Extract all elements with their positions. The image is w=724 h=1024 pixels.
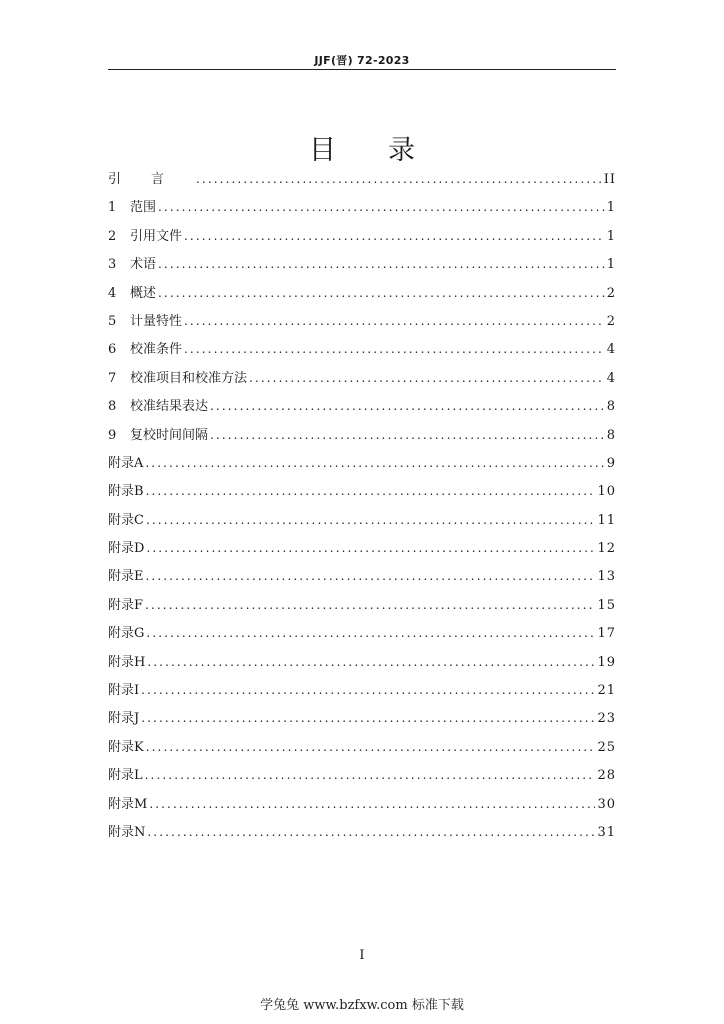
toc-dot-leader	[146, 567, 596, 585]
toc-entry-label: 引用文件	[130, 228, 183, 244]
toc-entry-page: 23	[597, 711, 616, 727]
toc-dot-leader	[146, 511, 596, 529]
toc-entry[interactable]	[108, 681, 616, 709]
toc-entry-label: 附录B	[108, 484, 144, 500]
toc-dot-leader	[210, 426, 605, 444]
toc-entry-label: 计量特性	[130, 313, 183, 329]
toc-entry-page: 8	[606, 399, 616, 415]
toc-dot-leader	[145, 454, 604, 472]
toc-entry-label: 附录C	[108, 512, 144, 528]
toc-entry-label: 概述	[130, 285, 157, 301]
toc-entry-page: 19	[597, 654, 616, 670]
toc-entry-label: 附录K	[108, 739, 144, 755]
toc-dot-leader	[158, 255, 605, 273]
toc-entry[interactable]	[108, 170, 616, 198]
toc-entry-page: 1	[606, 200, 616, 216]
toc-entry-page: 1	[606, 228, 616, 244]
toc-entry-page: 30	[597, 796, 616, 812]
toc-dot-leader	[210, 397, 605, 415]
toc-entry-number: 8	[108, 399, 117, 415]
toc-entry-number: 9	[108, 427, 117, 443]
toc-entry-page: 31	[597, 824, 616, 840]
toc-entry-label: 附录H	[108, 654, 146, 670]
toc-entry-label: 校准条件	[130, 342, 183, 358]
toc-entry-label: 附录F	[108, 597, 144, 613]
toc-entry-page: 9	[606, 455, 616, 471]
toc-entry-page: II	[603, 172, 616, 187]
toc-entry-label: 校准项目和校准方法	[130, 370, 248, 386]
toc-dot-leader	[146, 482, 596, 500]
toc-dot-leader	[145, 766, 596, 784]
toc-dot-leader	[158, 284, 605, 302]
toc-entry-label: 校准结果表达	[130, 399, 209, 415]
toc-entry-label: 附录N	[108, 824, 146, 840]
toc-entry-page: 17	[597, 626, 616, 642]
toc-entry-label: 附录M	[108, 796, 148, 812]
toc-entry[interactable]	[108, 567, 616, 595]
toc-entry-number: 3	[108, 257, 117, 273]
toc-entry-page: 11	[597, 512, 616, 528]
toc-entry-page: 28	[597, 768, 616, 784]
toc-entry[interactable]	[108, 284, 616, 312]
toc-entry-number: 1	[108, 200, 117, 216]
toc-entry-page: 8	[606, 427, 616, 443]
toc-entry[interactable]	[108, 709, 616, 737]
toc-entry[interactable]	[108, 653, 616, 681]
toc-entry-label: 范围	[130, 200, 157, 216]
toc-entry-number: 4	[108, 285, 117, 301]
toc-entry-page: 12	[597, 541, 616, 557]
toc-entry[interactable]	[108, 624, 616, 652]
toc-entry-number: 2	[108, 228, 117, 244]
toc-entry[interactable]	[108, 795, 616, 823]
toc-entry[interactable]	[108, 738, 616, 766]
toc-entry-page: 15	[597, 597, 616, 613]
toc-entry-number: 7	[108, 370, 117, 386]
toc-entry[interactable]	[108, 766, 616, 794]
watermark-text: 学兔兔 www.bzfxw.com 标准下载	[260, 998, 464, 1013]
toc-entry-page: 21	[597, 683, 616, 699]
table-of-contents	[108, 170, 616, 851]
toc-dot-leader	[147, 653, 595, 671]
toc-entry-label: 附录L	[108, 768, 143, 784]
toc-entry-label: 附录D	[108, 541, 145, 557]
toc-entry-page: 4	[606, 342, 616, 358]
toc-dot-leader	[184, 227, 605, 245]
page-title: 目录	[309, 135, 467, 166]
toc-dot-leader	[146, 738, 596, 756]
toc-dot-leader	[141, 709, 595, 727]
toc-entry[interactable]	[108, 340, 616, 368]
toc-entry-number: 5	[108, 313, 117, 329]
toc-entry-label: 附录I	[108, 683, 140, 699]
header-divider	[108, 69, 616, 70]
toc-dot-leader	[146, 624, 595, 642]
document-header: JJF(晋) 72-2023	[314, 54, 410, 67]
toc-entry-label: 附录A	[108, 455, 144, 471]
toc-entry[interactable]	[108, 454, 616, 482]
toc-entry[interactable]	[108, 255, 616, 283]
toc-entry[interactable]	[108, 369, 616, 397]
toc-dot-leader	[141, 681, 595, 699]
toc-entry[interactable]	[108, 426, 616, 454]
toc-entry-label: 附录G	[108, 626, 145, 642]
toc-dot-leader	[249, 369, 605, 387]
toc-entry[interactable]	[108, 397, 616, 425]
toc-entry-page: 2	[606, 285, 616, 301]
toc-entry-label: 附录E	[108, 569, 144, 585]
toc-entry-number: 6	[108, 342, 117, 358]
toc-entry[interactable]	[108, 539, 616, 567]
toc-entry[interactable]	[108, 198, 616, 226]
toc-entry[interactable]	[108, 823, 616, 851]
toc-entry-page: 10	[597, 484, 616, 500]
toc-dot-leader	[145, 596, 595, 614]
toc-entry-page: 25	[597, 739, 616, 755]
toc-entry-label: 术语	[130, 257, 157, 273]
toc-entry[interactable]	[108, 511, 616, 539]
toc-dot-leader	[184, 340, 605, 358]
toc-entry[interactable]	[108, 596, 616, 624]
page-number: I	[359, 948, 365, 963]
toc-entry[interactable]	[108, 312, 616, 340]
toc-entry-label: 附录J	[108, 711, 140, 727]
toc-dot-leader	[147, 823, 595, 841]
toc-entry-page: 4	[606, 370, 616, 386]
toc-entry-label: 引言	[108, 172, 195, 187]
toc-entry-page: 2	[606, 313, 616, 329]
toc-entry-page: 13	[597, 569, 616, 585]
toc-entry[interactable]	[108, 482, 616, 510]
toc-dot-leader	[184, 312, 605, 330]
toc-dot-leader	[149, 795, 595, 813]
toc-dot-leader	[146, 539, 595, 557]
toc-entry[interactable]	[108, 227, 616, 255]
toc-entry-label: 复校时间间隔	[130, 427, 209, 443]
toc-dot-leader	[196, 170, 602, 188]
toc-dot-leader	[158, 198, 605, 216]
toc-entry-page: 1	[606, 257, 616, 273]
